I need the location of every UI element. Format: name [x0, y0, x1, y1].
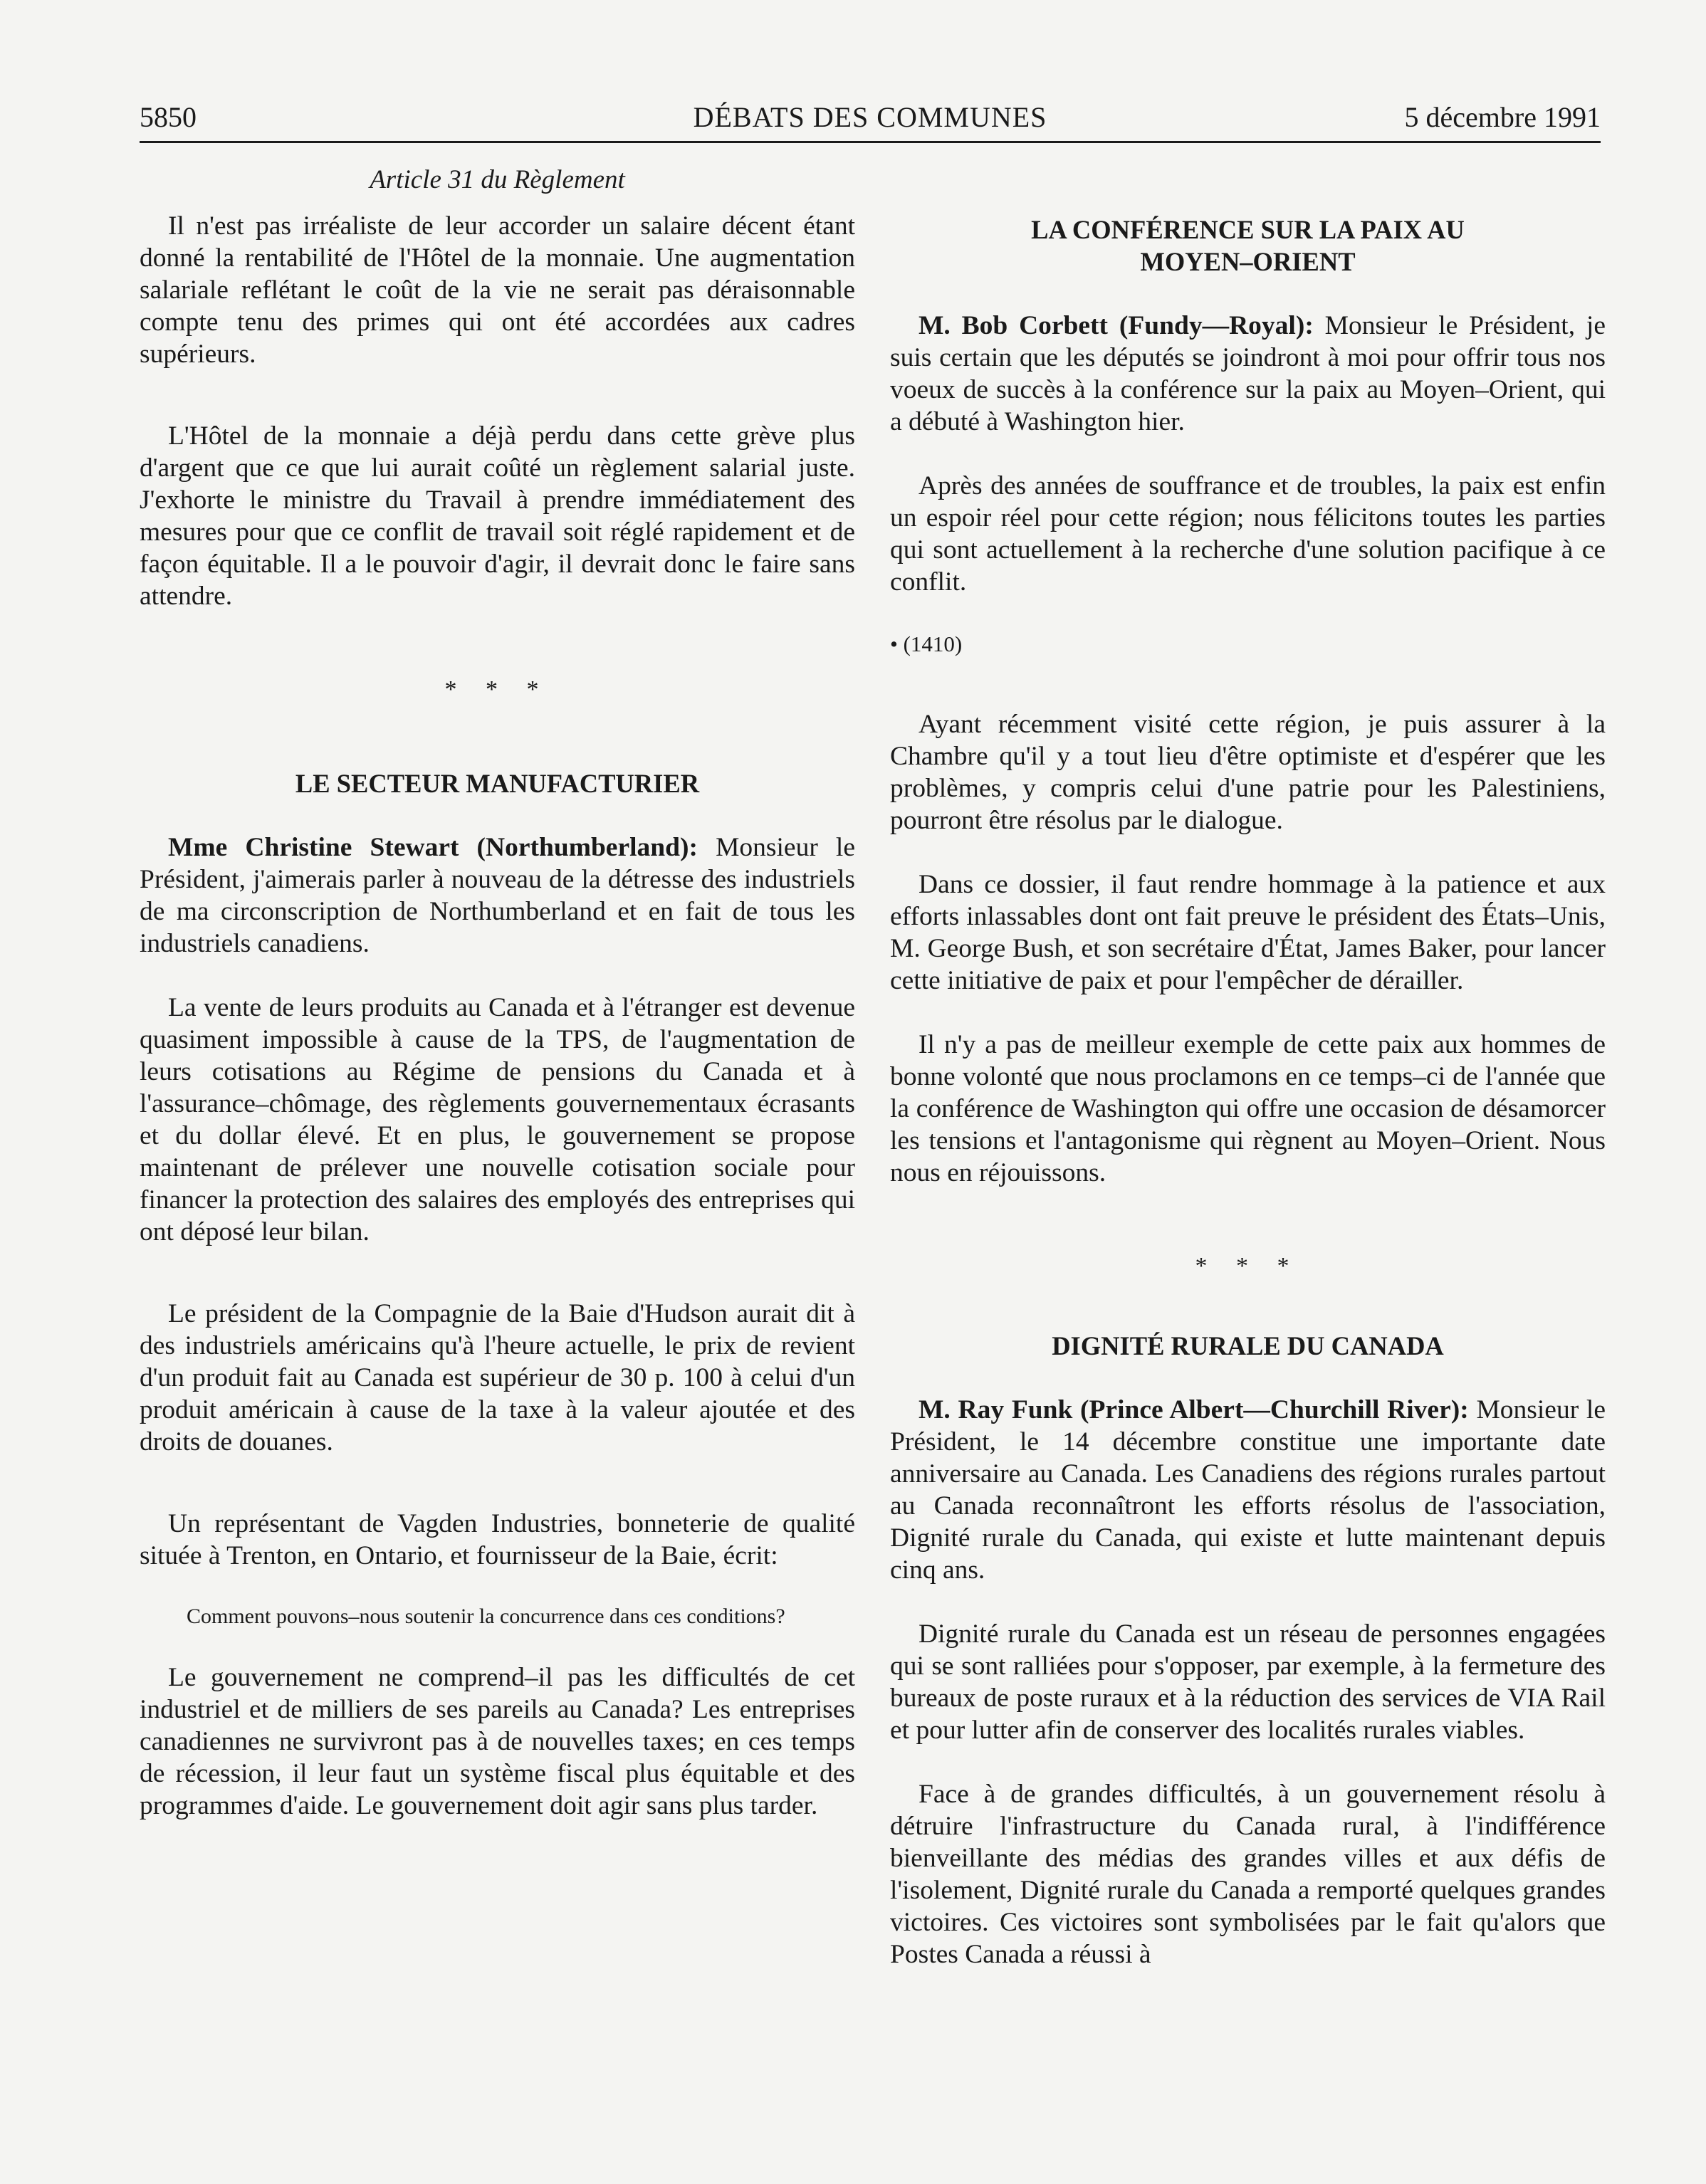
timestamp-marker: • (1410) [890, 631, 963, 656]
paragraph: Le gouvernement ne comprend–il pas les difficultés de cet industriel et de milliers de ses pareils au Canada? Les entreprises canadiennes ne survivront pas à de nouvelles taxes; en ces temps de récession, il leur faut un système fiscal plus équitable et des programmes d'aide. Le gouvernement doit agir sans plus tarder. [140, 1663, 855, 1820]
page-date: 5 décembre 1991 [1404, 101, 1601, 133]
paragraph: Après des années de souffrance et de troubles, la paix est enfin un espoir réel pour cette région; nous félicitons toutes les parties qui sont actuellement à la recherche d'une solution pacifique à ce conflit. [890, 471, 1606, 597]
paragraph: Le président de la Compagnie de la Baie d'Hudson aurait dit à des industriels américains qu'à l'heure actuelle, le prix de revient d'un produit fait au Canada est supérieur de 30 p. 100 à celui d'un produit américain à cause de la taxe à la valeur ajoutée et des droits de douanes. [140, 1299, 855, 1456]
publication-title: DÉBATS DES COMMUNES [693, 101, 1047, 133]
page-header [140, 100, 1601, 142]
speech-paragraph [890, 1394, 1606, 1586]
speech-paragraph [890, 310, 1606, 438]
speaker-name: Mme Christine Stewart (Northumberland): [168, 833, 698, 862]
speaker-name: M. Ray Funk (Prince Albert—Churchill River): [919, 1395, 1469, 1424]
section-heading-line: LA CONFÉRENCE SUR LA PAIX AU [1031, 215, 1465, 244]
paragraph: Dignité rurale du Canada est un réseau de personnes engagées qui se sont ralliées pour s'opposer, par exemple, à la fermeture des bureaux de poste ruraux et à la réduction des services de VIA Rail et pour lutter afin de conserver des localités rurales viables. [890, 1619, 1606, 1745]
paragraph: Il n'y a pas de meilleur exemple de cette paix aux hommes de bonne volonté que nous proclamons en ce temps–ci de l'année que la conférence de Washington qui offre une occasion de désamorcer les tensions et l'antagonisme qui règnent au Moyen–Orient. Nous nous en réjouissons. [890, 1030, 1606, 1187]
speech-text: Monsieur le Président, le 14 décembre constitue une importante date anniversaire au Canada. Les Canadiens des régions rurales partout au Canada reconnaîtront les efforts résolus de l'association, Dignité rurale du Canada, qui existe et lutte maintenant depuis cinq ans. [890, 1395, 1606, 1585]
header-rule [140, 141, 1601, 143]
speech-text: Monsieur le Président, j'aimerais parler à nouveau de la détresse des industriels de ma circonscription de Northumberland et en fait de tous les industriels canadiens. [140, 833, 855, 958]
section-separator: * * * [1195, 1253, 1301, 1279]
page-number: 5850 [140, 101, 197, 133]
left-column [140, 164, 855, 1822]
paragraph: Un représentant de Vagden Industries, bonneterie de qualité située à Trenton, en Ontario, et fournisseur de la Baie, écrit: [140, 1509, 855, 1570]
paragraph: L'Hôtel de la monnaie a déjà perdu dans cette grève plus d'argent que ce que lui aurait coûté un règlement salarial juste. J'exhorte le ministre du Travail à prendre immédiatement des mesures pour que ce conflit de travail soit réglé rapidement et de façon équitable. Il a le pouvoir d'agir, il devrait donc le faire sans attendre. [140, 421, 855, 611]
section-heading: LE SECTEUR MANUFACTURIER [295, 769, 700, 798]
block-quote: Comment pouvons–nous soutenir la concurrence dans ces conditions? [187, 1605, 785, 1628]
section-heading-line: MOYEN–ORIENT [1140, 247, 1356, 276]
section-heading: DIGNITÉ RURALE DU CANADA [1052, 1331, 1444, 1360]
speaker-name: M. Bob Corbett (Fundy—Royal): [919, 311, 1314, 340]
paragraph: Il n'est pas irréaliste de leur accorder un salaire décent étant donné la rentabilité de l'Hôtel de la monnaie. Une augmentation salariale reflétant le coût de la vie ne serait pas déraisonnable compte tenu des primes qui ont été accordées aux cadres supérieurs. [140, 211, 855, 369]
paragraph: La vente de leurs produits au Canada et à l'étranger est devenue quasiment impossible à cause de la TPS, de l'augmentation de leurs cotisations au Régime de pensions du Canada et à l'assurance–chômage, des règlements gouvernementaux écrasants et du dollar élevé. Et en plus, le gouvernement se propose maintenant de prélever une nouvelle cotisation sociale pour financer la protection des salaires des employés des entreprises qui ont déposé leur bilan. [140, 993, 855, 1246]
paragraph: Ayant récemment visité cette région, je puis assurer à la Chambre qu'il y a tout lieu d'être optimiste et d'espérer que les problèmes, y compris celui d'une patrie pour les Palestiniens, pourront être résolus par le dialogue. [890, 710, 1606, 835]
section-label: Article 31 du Règlement [370, 165, 625, 194]
paragraph: Face à de grandes difficultés, à un gouvernement résolu à détruire l'infrastructure du Canada rural, à l'indifférence bienveillante des médias des grandes villes et aux défis de l'isolement, Dignité rurale du Canada a remporté quelques grandes victoires. Ces victoires sont symbolisées par le fait qu'alors que Postes Canada a réussi à [890, 1780, 1606, 1969]
right-column [890, 164, 1606, 1970]
section-separator: * * * [444, 676, 550, 703]
paragraph: Dans ce dossier, il faut rendre hommage à la patience et aux efforts inlassables dont ont fait preuve le président des États–Unis, M. George Bush, et son secrétaire d'État, James Baker, pour lancer cette initiative de paix et pour l'empêcher de dérailler. [890, 870, 1606, 995]
speech-paragraph [140, 831, 855, 960]
speech-text: Monsieur le Président, je suis certain que les députés se joindront à moi pour offrir tous nos voeux de succès à la conférence sur la paix au Moyen–Orient, qui a débuté à Washington hier. [890, 311, 1606, 436]
